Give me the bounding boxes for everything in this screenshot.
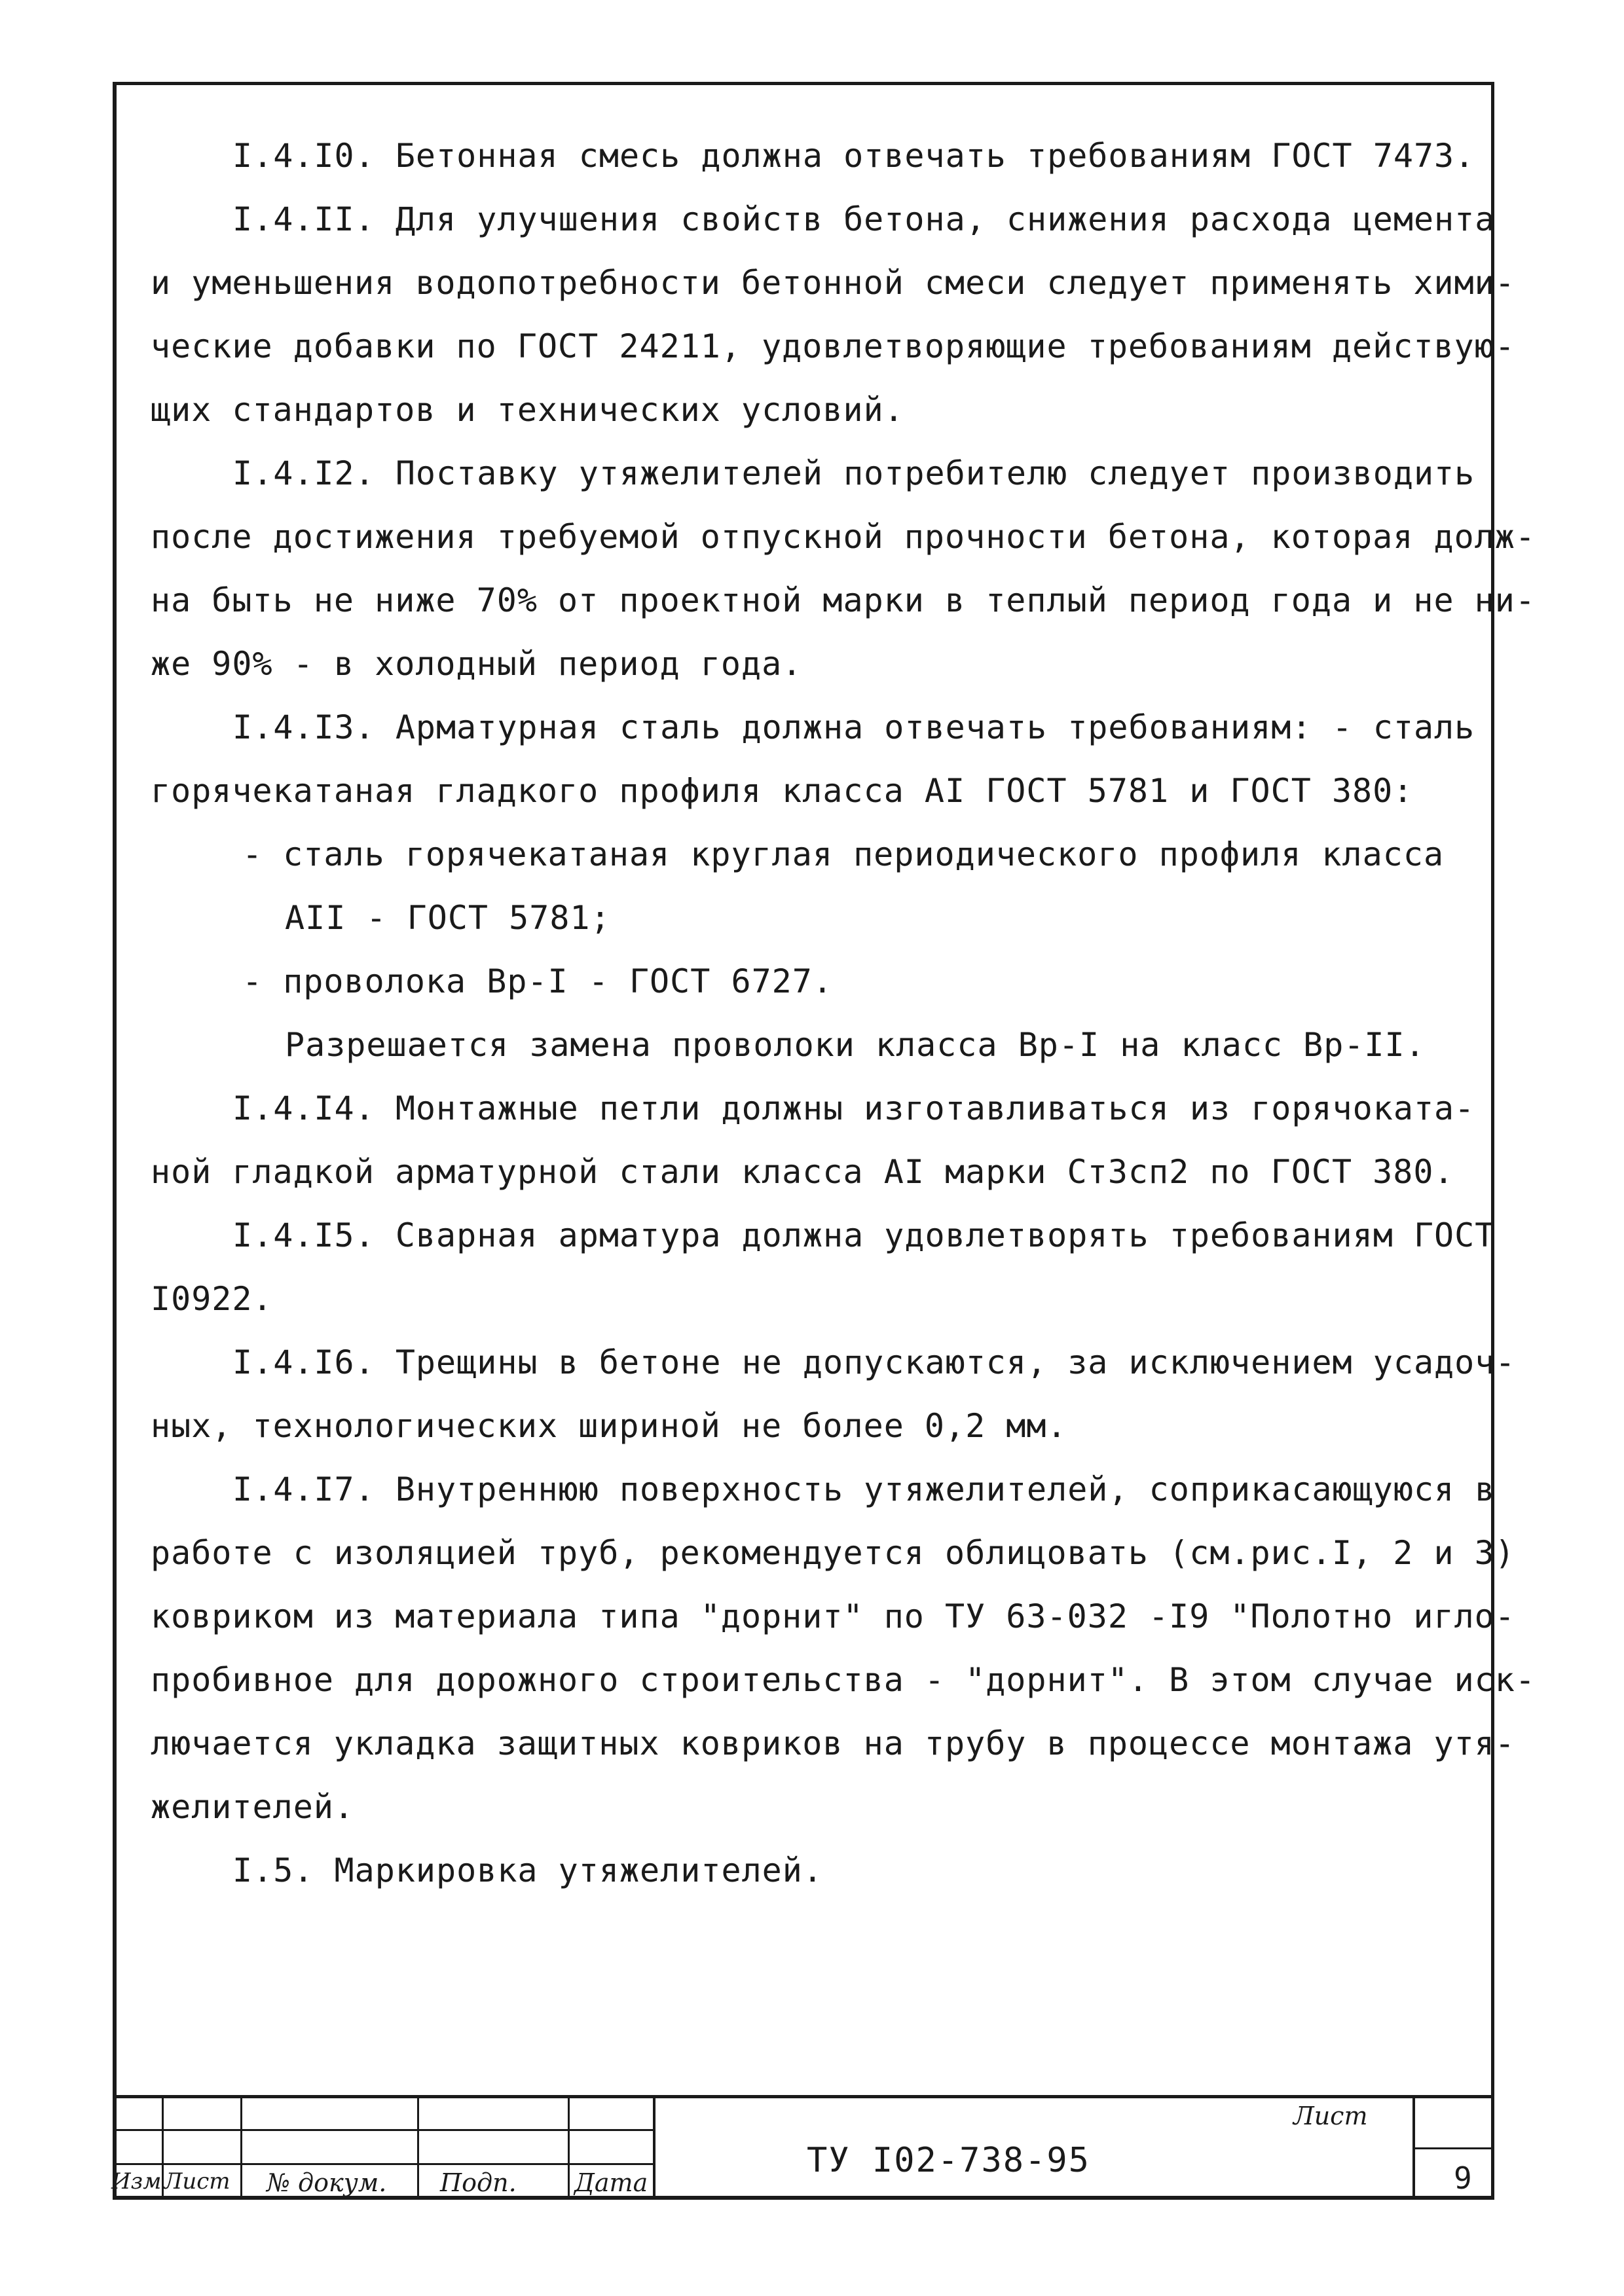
title-block-top-line	[113, 2095, 1494, 2098]
text-line: Разрешается замена проволоки класса Вр-I на класс Вр-II.	[285, 1026, 1426, 1064]
text-line: I.4.I4. Монтажные петли должны изготавливаться из горячоката-	[232, 1089, 1475, 1127]
text-line: I.4.II. Для улучшения свойств бетона, снижения расхода цемента	[232, 200, 1496, 238]
label-list: Лист	[164, 2168, 231, 2195]
sheet-number: 9	[1454, 2160, 1472, 2196]
title-block-col-line	[653, 2095, 655, 2200]
text-line: и уменьшения водопотребности бетонной смеси следует применять хими-	[151, 264, 1515, 302]
text-line: AII - ГОСТ 5781;	[285, 899, 611, 937]
text-line: I.4.I3. Арматурная сталь должна отвечать требованиям: - сталь	[232, 708, 1475, 746]
title-block-row-line	[113, 2129, 653, 2131]
title-block-col-line	[568, 2095, 570, 2200]
text-line: горячекатаная гладкого профиля класса AI ГОСТ 5781 и ГОСТ 380:	[151, 772, 1414, 810]
title-block	[113, 2095, 1494, 2200]
text-line: лючается укладка защитных ковриков на трубу в процессе монтажа утя-	[151, 1724, 1515, 1762]
text-line: - проволока Вр-I - ГОСТ 6727.	[242, 962, 833, 1000]
label-doc-number: № докум.	[267, 2168, 387, 2197]
label-izm: Изм	[111, 2168, 162, 2195]
text-line: - сталь горячекатаная круглая периодического профиля класса	[242, 835, 1445, 873]
text-line: работе с изоляцией труб, рекомендуется облицовать (см.рис.I, 2 и 3)	[151, 1534, 1515, 1572]
document-body	[151, 124, 1536, 1903]
label-date: Дата	[574, 2168, 648, 2197]
text-line: щих стандартов и технических условий.	[151, 391, 904, 429]
text-line: на быть не ниже 70% от проектной марки в теплый период года и не ни-	[151, 581, 1536, 619]
title-block-col-line	[417, 2095, 419, 2200]
title-block-row-line	[113, 2163, 653, 2165]
text-line: после достижения требуемой отпускной прочности бетона, которая долж-	[151, 518, 1536, 556]
text-line: I.4.I0. Бетонная смесь должна отвечать требованиям ГОСТ 7473.	[232, 137, 1475, 175]
text-line: I0922.	[151, 1280, 273, 1318]
text-line: I.4.I6. Трещины в бетоне не допускаются, за исключением усадоч-	[232, 1343, 1516, 1381]
text-line: же 90% - в холодный период года.	[151, 645, 803, 683]
sheet-box-line	[1412, 2147, 1494, 2149]
title-block-col-line	[1412, 2095, 1415, 2200]
text-line: ковриком из материала типа "дорнит" по ТУ 63-032 -I9 "Полотно игло-	[151, 1597, 1515, 1635]
text-line: I.5. Маркировка утяжелителей.	[232, 1851, 823, 1889]
label-signature: Подп.	[440, 2168, 517, 2197]
text-line: I.4.I7. Внутреннюю поверхность утяжелителей, соприкасающуюся в	[232, 1470, 1496, 1508]
text-line: ной гладкой арматурной стали класса AI марки Ст3сп2 по ГОСТ 380.	[151, 1153, 1454, 1191]
sheet-label: Лист	[1293, 2102, 1368, 2130]
text-line: ческие добавки по ГОСТ 24211, удовлетворяющие требованиям действую-	[151, 327, 1515, 365]
text-line: I.4.I2. Поставку утяжелителей потребителю следует производить	[232, 454, 1475, 492]
text-line: пробивное для дорожного строительства - "дорнит". В этом случае иск-	[151, 1661, 1536, 1699]
document-code: ТУ I02-738-95	[807, 2141, 1090, 2180]
text-line: I.4.I5. Сварная арматура должна удовлетворять требованиям ГОСТ	[232, 1216, 1496, 1254]
text-line: желителей.	[151, 1788, 355, 1826]
text-line: ных, технологических шириной не более 0,2 мм.	[151, 1407, 1067, 1445]
title-block-col-line	[240, 2095, 242, 2200]
